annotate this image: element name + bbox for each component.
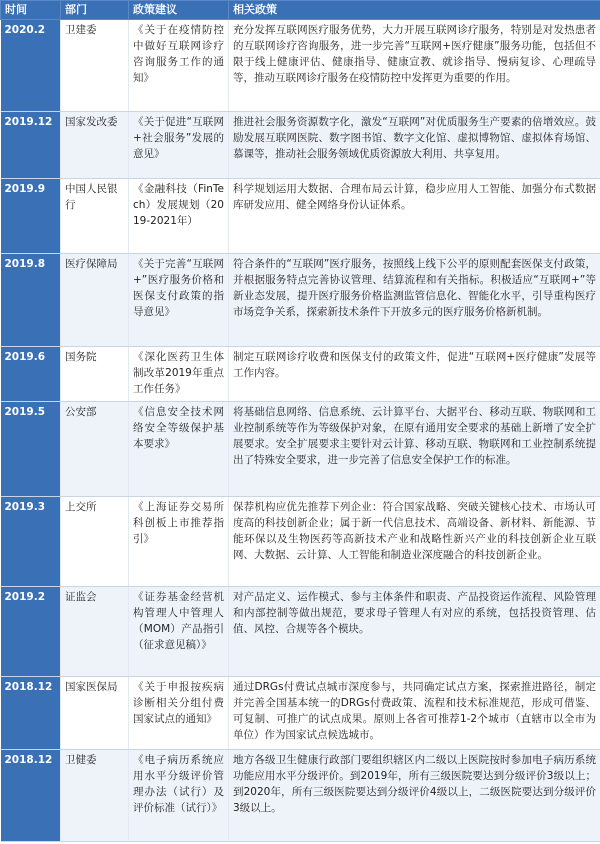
table-row [1,347,600,402]
row-policy-name: 《证券基金经营机构管理人中管理人（MOM）产品指引（征求意见稿）》 [129,587,229,677]
row-dept: 国家医保局 [61,677,129,750]
row-policy-name: 《关于促进“互联网+社会服务”发展的意见》 [129,112,229,179]
row-time: 2019.6 [1,347,61,402]
table-row [1,402,600,497]
row-policy-name: 《关于申报按疾病诊断相关分组付费国家试点的通知》 [129,677,229,750]
table-row [1,179,600,254]
row-policy-content: 推进社会服务资源数字化，激发“互联网”对优质服务生产要素的倍增效应。鼓励发展互联网医院、数字图书馆、数字文化馆、虚拟博物馆、虚拟体育场馆、慕课等，推动社会服务领域优质资源放大利用、共享复用。 [229,112,600,179]
table-row [1,20,600,112]
row-policy-name: 《关于完善“互联网+”医疗服务价格和医保支付政策的指导意见》 [129,254,229,347]
header-dept: 部门 [61,1,129,20]
row-policy-name: 《关于在疫情防控中做好互联网诊疗咨询服务工作的通知》 [129,20,229,112]
row-policy-content: 地方各级卫生健康行政部门要组织辖区内二级以上医院按时参加电子病历系统功能应用水平分级评价。到2019年，所有三级医院要达到分级评价3级以上；到2020年，所有三级医院要达到分级评价4级以上，二级医院要达到分级评价3级以上。 [229,750,600,842]
header-policy-content: 相关政策 [229,1,600,20]
row-dept: 卫健委 [61,750,129,842]
row-policy-name: 《信息安全技术网络安全等级保护基本要求》 [129,402,229,497]
header-time: 时间 [1,1,61,20]
row-dept: 上交所 [61,497,129,587]
row-time: 2019.5 [1,402,61,497]
row-time: 2019.8 [1,254,61,347]
row-time: 2019.3 [1,497,61,587]
row-dept: 中国人民银行 [61,179,129,254]
header-policy-name: 政策建议 [129,1,229,20]
row-dept: 国务院 [61,347,129,402]
row-policy-content: 将基础信息网络、信息系统、云计算平台、大据平台、移动互联、物联网和工业控制系统等作为等级保护对象，在原有通用安全要求的基础上新增了安全扩展要求。安全扩展要求主要针对云计算、移动互联、物联网和工业控制系统提出了特殊安全要求，进一步完善了信息安全保护工作的标准。 [229,402,600,497]
row-time: 2019.2 [1,587,61,677]
table-row [1,587,600,677]
row-policy-content: 科学规划运用大数据、合理布局云计算，稳步应用人工智能、加强分布式数据库研发应用、健全网络身份认证体系。 [229,179,600,254]
row-time: 2020.2 [1,20,61,112]
row-dept: 证监会 [61,587,129,677]
table-body [1,20,600,842]
row-time: 2019.9 [1,179,61,254]
row-policy-content: 符合条件的“互联网”医疗服务，按照线上线下公平的原则配套医保支付政策，并根据服务特点完善协议管理、结算流程和有关指标。积极适应“互联网+”等新业态发展，提升医疗服务价格监测监管信息化、智能化水平，引导重构医疗市场竞争关系，探索新技术条件下开放多元的医疗服务价格新机制。 [229,254,600,347]
table-row [1,112,600,179]
row-dept: 公安部 [61,402,129,497]
table-row [1,750,600,842]
row-policy-content: 制定互联网诊疗收费和医保支付的政策文件，促进“互联网+医疗健康”发展等工作内容。 [229,347,600,402]
row-policy-content: 通过DRGs付费试点城市深度参与，共同确定试点方案，探索推进路径，制定并完善全国基本统一的DRGs付费政策、流程和技术标准规范，形成可借鉴、可复制、可推广的试点成果。原则上各省可推荐1-2个城市（直辖市以全市为单位）作为国家试点候选城市。 [229,677,600,750]
table-row [1,677,600,750]
row-time: 2019.12 [1,112,61,179]
row-policy-name: 《上海证券交易所科创板上市推荐指引》 [129,497,229,587]
table-header-row [1,1,600,20]
row-policy-name: 《深化医药卫生体制改革2019年重点工作任务》 [129,347,229,402]
row-time: 2018.12 [1,750,61,842]
row-policy-name: 《电子病历系统应用水平分级评价管理办法（试行）及评价标准（试行）》 [129,750,229,842]
row-policy-content: 保荐机构应优先推荐下列企业：符合国家战略、突破关键核心技术、市场认可度高的科技创新企业；属于新一代信息技术、高端设备、新材料、新能源、节能环保以及生物医药等高新技术产业和战略性新兴产业的科技创新企业互联网、大数据、云计算、人工智能和制造业深度融合的科技创新企业。 [229,497,600,587]
row-policy-name: 《金融科技（FinTech）发展规划（2019-2021年） [129,179,229,254]
table-row [1,254,600,347]
row-dept: 国家发改委 [61,112,129,179]
row-dept: 医疗保障局 [61,254,129,347]
row-time: 2018.12 [1,677,61,750]
row-dept: 卫建委 [61,20,129,112]
row-policy-content: 对产品定义、运作模式、参与主体条件和职责、产品投资运作流程、风险管理和内部控制等做出规范，要求母子管理人有对应的系统，包括投资管理、估值、风控、合规等各个模块。 [229,587,600,677]
table-row [1,497,600,587]
row-policy-content: 充分发挥互联网医疗服务优势，大力开展互联网诊疗服务，特别是对发热患者的互联网诊疗咨询服务，进一步完善“互联网+医疗健康”服务功能，包括但不限于线上健康评估、健康指导、健康宣教、就诊指导、慢病复诊、心理疏导等，推动互联网诊疗服务在疫情防控中发挥更为重要的作用。 [229,20,600,112]
